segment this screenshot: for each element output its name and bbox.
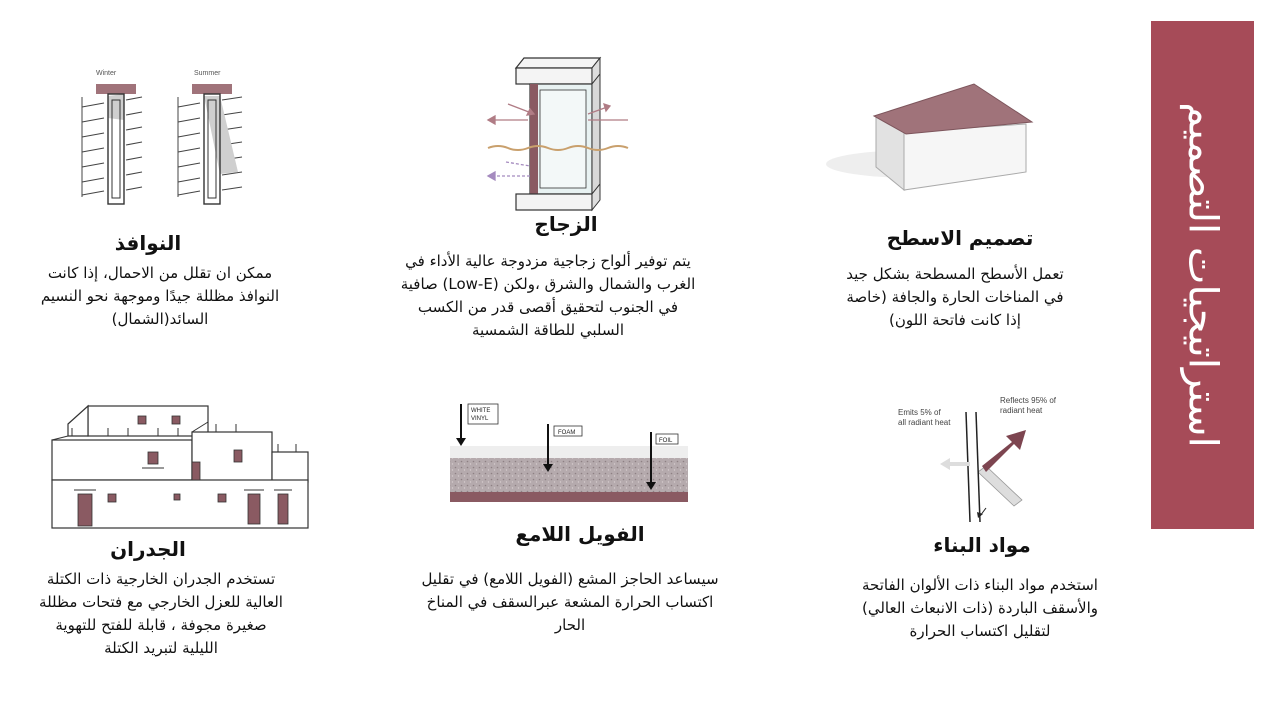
windows-text: ممكن ان تقلل من الاحمال، إذا كانت النوافذ مظللة جيدًا وموجهة نحو النسيم السائد(الشمال) [40, 264, 280, 328]
reflects-label-1: Reflects 95% of [1000, 396, 1057, 405]
glazing-illustration [478, 52, 638, 217]
foil-label: FOIL [659, 438, 673, 444]
roofs-title: تصميم الاسطح [886, 226, 1034, 250]
foil-illustration [448, 400, 690, 506]
sidebar-banner [1151, 21, 1254, 529]
materials-title: مواد البناء [933, 533, 1031, 557]
emits-label-2: all radiant heat [898, 418, 951, 427]
emits-label-1: Emits 5% of [898, 408, 941, 417]
sidebar-title: استراتيجيات التصميم [1179, 102, 1226, 448]
glazing-title: الزجاج [534, 212, 598, 236]
summer-label: Summer [194, 70, 221, 77]
reflects-label-2: radiant heat [1000, 406, 1043, 415]
materials-illustration [890, 392, 1075, 527]
foil-title: الفويل اللامع [515, 522, 645, 546]
walls-illustration [48, 402, 313, 532]
roofs-text: تعمل الأسطح المسطحة بشكل جيد في المناخات الحارة والجافة (خاصة إذا كانت فاتحة اللون) [846, 265, 1064, 329]
foil-text: سيساعد الحاجز المشع (الفويل اللامع) في تقليل اكتساب الحرارة المشعة عبرالسقف في المناخ الحار [421, 570, 719, 634]
foam-label: FOAM [558, 430, 576, 436]
glazing-text: يتم توفير ألواح زجاجية مزدوجة عالية الأداء في الغرب والشمال والشرق ،ولكن (Low-E) صافية في الجنوب لتحقيق أقصى قدر من الكسب السلبي للطاقة الشمسية [400, 252, 696, 339]
windows-illustration [80, 62, 255, 212]
white-vinyl-label-1: WHITE [471, 408, 491, 414]
walls-text: تستخدم الجدران الخارجية ذات الكتلة العالية للعزل الخارجي مع فتحات مظللة صغيرة مجوفة ، قابلة للفتح للتهوية الليلية لتبريد الكتلة [39, 570, 283, 657]
winter-label: Winter [96, 70, 117, 77]
walls-title: الجدران [110, 537, 186, 561]
white-vinyl-label-2: VINYL [471, 416, 489, 422]
roof-illustration [826, 72, 1041, 200]
windows-title: النوافذ [114, 231, 182, 255]
materials-text: استخدم مواد البناء ذات الألوان الفاتحة والأسقف الباردة (ذات الانبعاث العالي) لتقليل اكتساب الحرارة [862, 576, 1098, 640]
